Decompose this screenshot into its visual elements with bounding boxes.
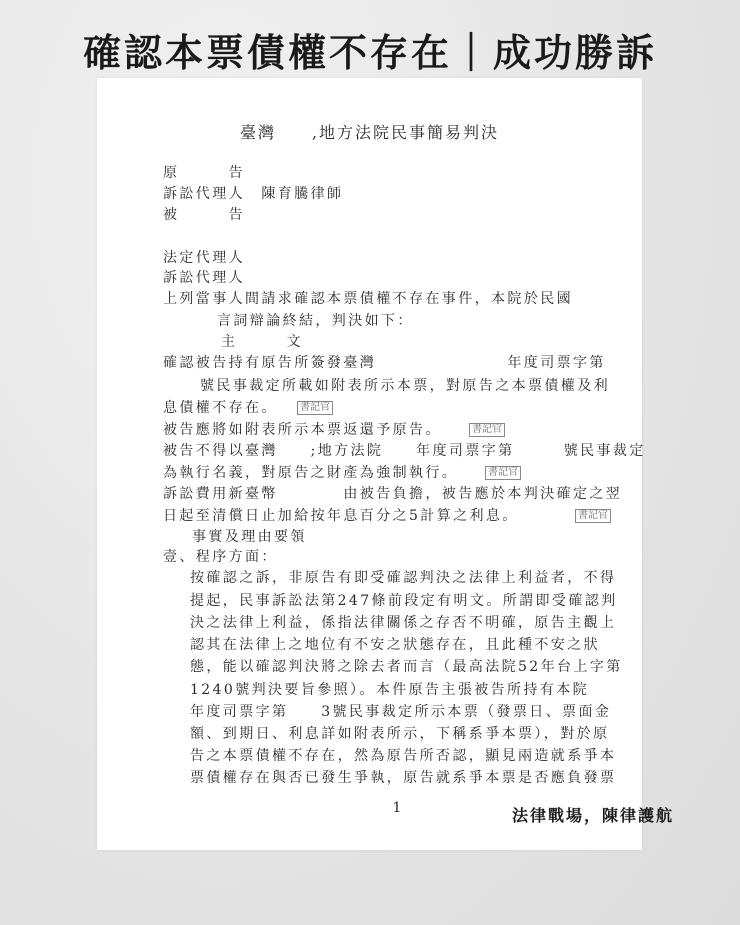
- body-line: 確認被告持有原告所簽發臺灣 年度司票字第: [163, 355, 606, 371]
- body-line: 認其在法律上之地位有不安之狀態存在，且此種不安之狀: [190, 637, 600, 653]
- body-line: 態，能以確認判決將之除去者而言（最高法院52年台上字第: [190, 659, 623, 675]
- section-heading: 事實及理由要領: [192, 529, 307, 545]
- body-line: 年度司票字第 3號民事裁定所示本票（發票日、票面金: [190, 704, 612, 720]
- clerk-stamp: 書記官: [485, 466, 521, 480]
- legal-representative: 法定代理人: [163, 250, 245, 266]
- body-line: 決之法律上利益，係指法律關係之存否不明確，原告主觀上: [190, 615, 617, 631]
- defendant-counsel: 訴訟代理人: [163, 270, 245, 286]
- body-line: 額、到期日、利息詳如附表所示，下稱系爭本票），對於原: [190, 726, 610, 742]
- clerk-stamp: 書記官: [469, 423, 505, 437]
- clerk-stamp: 書記官: [575, 509, 611, 523]
- body-line: 息債權不存在。: [163, 400, 278, 416]
- footer-slogan: 法律戰場，陳律護航: [511, 806, 674, 825]
- body-line: 告之本票債權不存在，然為原告所否認，顯見兩造就系爭本: [190, 748, 617, 764]
- body-line: 言詞辯論終結，判決如下：: [217, 313, 414, 329]
- body-line: 訴訟費用新臺幣 由被告負擔，被告應於本判決確定之翌: [163, 486, 623, 502]
- plaintiff-counsel: 訴訟代理人 陳育騰律師: [163, 186, 344, 202]
- body-line: 提起，民事訴訟法第247條前段定有明文。所謂即受確認判: [190, 593, 618, 609]
- body-line: 按確認之訴，非原告有即受確認判決之法律上利益者，不得: [190, 570, 617, 586]
- banner-title: 確認本票債權不存在｜成功勝訴: [82, 31, 657, 75]
- party-defendant: 被 告: [163, 207, 245, 223]
- body-line: 票債權存在與否已發生爭執，原告就系爭本票是否應負發票: [190, 770, 617, 786]
- page-number: 1: [392, 800, 402, 816]
- body-line: 被告不得以臺灣 ;地方法院 年度司票字第 號民事裁定: [163, 443, 646, 459]
- body-line: 被告應將如附表所示本票返還予原告。: [163, 422, 442, 438]
- document-title: 臺灣 ,地方法院民事簡易判決: [239, 123, 500, 142]
- party-plaintiff: 原 告: [163, 165, 245, 181]
- body-line: 1240號判決要旨參照）。本件原告主張被告所持有本院: [190, 682, 590, 698]
- body-line: 為執行名義，對原告之財產為強制執行。: [163, 465, 459, 481]
- body-line: 上列當事人間請求確認本票債權不存在事件，本院於民國: [163, 291, 573, 307]
- section-heading: 壹、程序方面：: [163, 549, 278, 565]
- judgment-page: [97, 78, 646, 850]
- body-line: 號民事裁定所載如附表所示本票，對原告之本票債權及利: [200, 378, 610, 394]
- body-line: 日起至清償日止加給按年息百分之5計算之利息。: [163, 508, 519, 524]
- clerk-stamp: 書記官: [297, 401, 333, 415]
- section-heading: 主 文: [221, 334, 303, 350]
